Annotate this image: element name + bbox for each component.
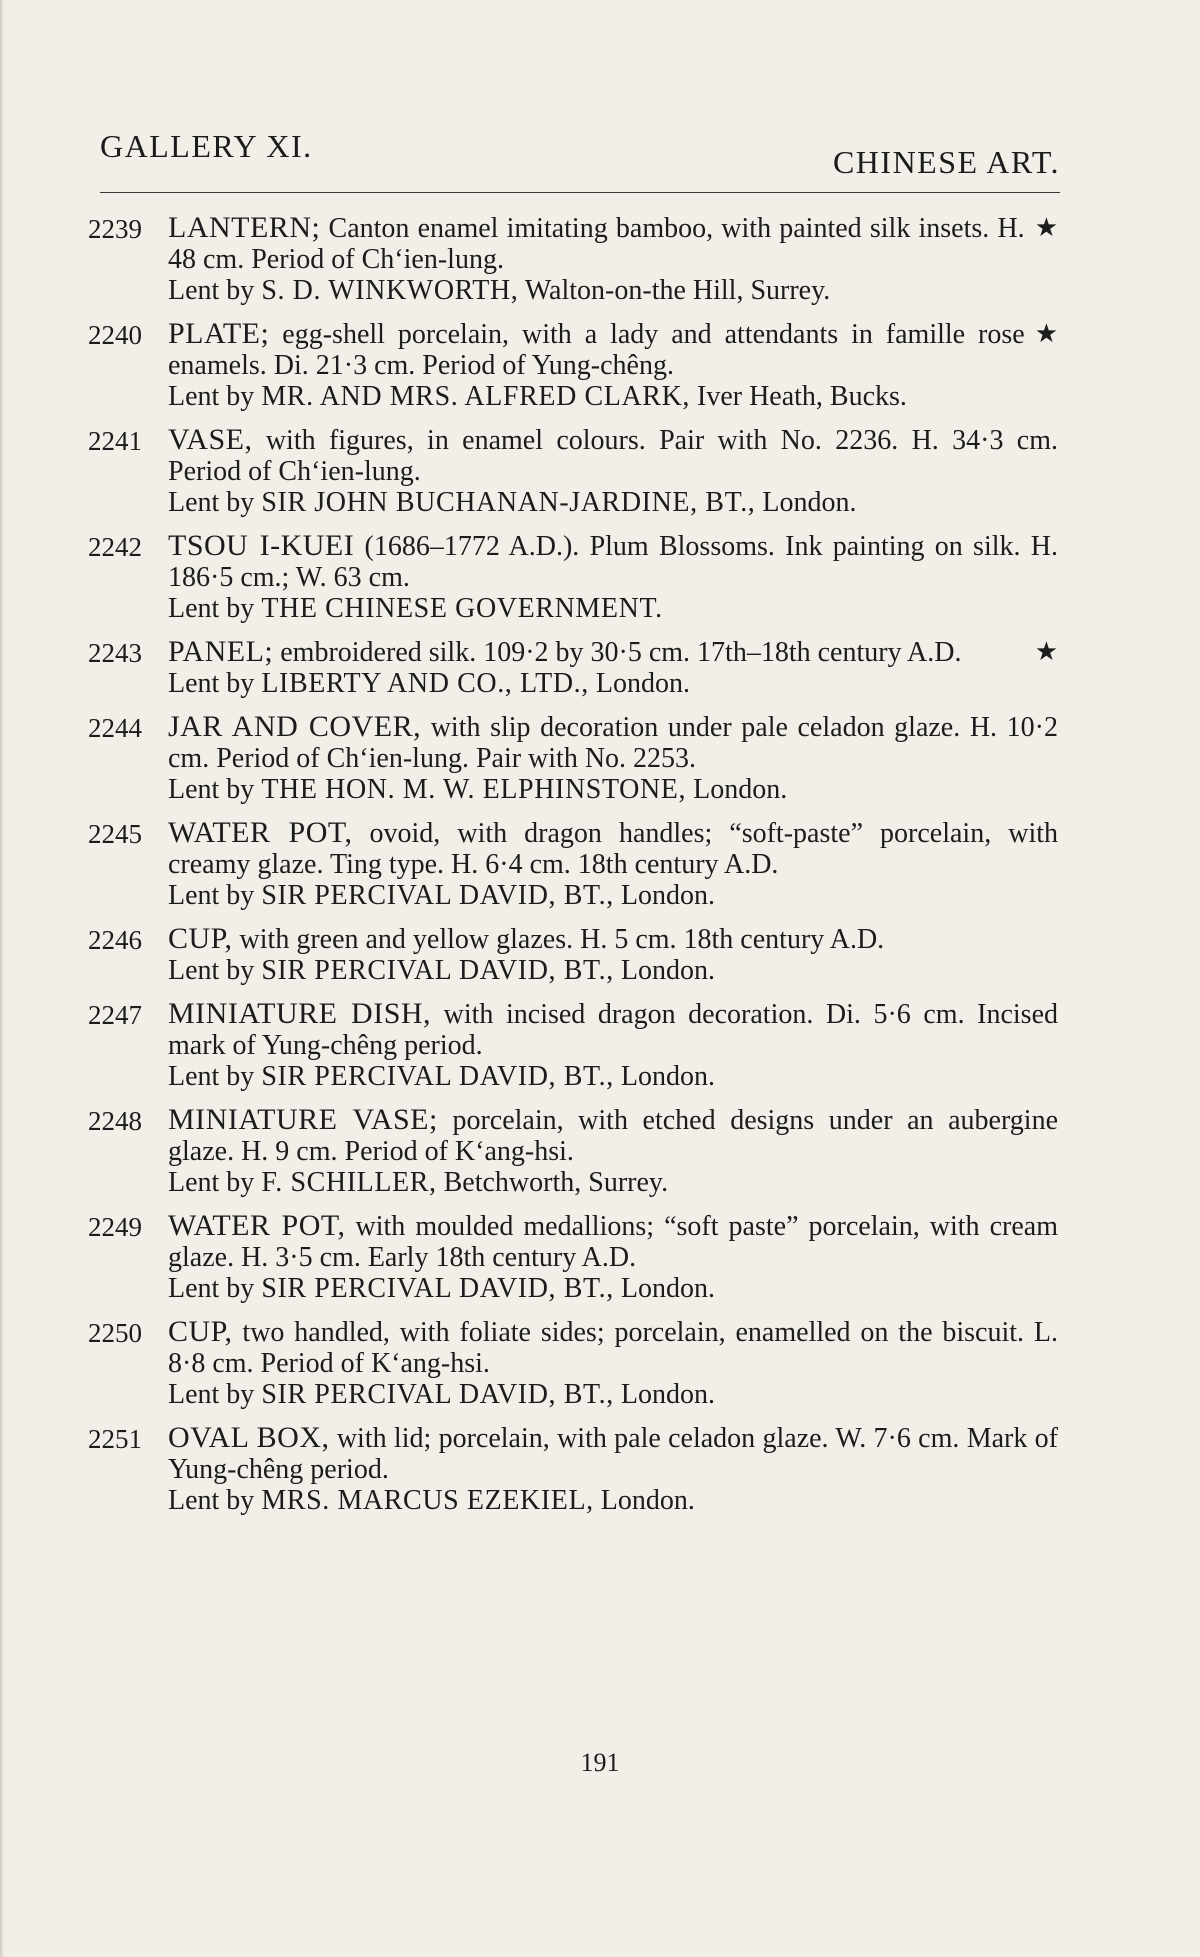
running-header — [100, 128, 1060, 188]
lender-line — [168, 774, 1058, 805]
entry-title: OVAL BOX, — [168, 1421, 330, 1454]
entry-number: 2246 — [88, 925, 142, 955]
lent-by-label: Lent by — [168, 487, 255, 518]
lender-line — [168, 1167, 1058, 1198]
entry-description-block — [168, 1210, 1058, 1273]
catalogue-entry — [88, 1316, 1058, 1410]
lender-location: Betchworth, Surrey. — [443, 1167, 669, 1198]
lender-location: London. — [620, 1273, 715, 1304]
catalogue-entry — [88, 711, 1058, 805]
lent-by-label: Lent by — [168, 774, 255, 805]
lent-by-label: Lent by — [168, 880, 255, 911]
lender-location: London. — [620, 880, 715, 911]
lender-line — [168, 1061, 1058, 1092]
lender-name: SIR JOHN BUCHANAN-JARDINE, BT., — [261, 487, 756, 518]
entry-description-block — [168, 817, 1058, 880]
lender-location: London. — [693, 774, 788, 805]
catalogue-entries — [88, 212, 1058, 1528]
header-rule — [100, 192, 1060, 193]
entry-description-block — [168, 318, 1058, 381]
lent-by-label: Lent by — [168, 1485, 255, 1516]
lender-name: F. SCHILLER, — [261, 1167, 437, 1198]
entry-description: with lid; porcelain, with pale celadon glaze. W. 7·6 cm. Mark of Yung-chêng period. — [168, 1423, 1058, 1485]
star-icon: ★ — [1034, 319, 1058, 348]
catalogue-entry — [88, 530, 1058, 624]
entry-description: embroidered silk. 109·2 by 30·5 cm. 17th–18th century A.D. — [280, 637, 962, 668]
lender-name: SIR PERCIVAL DAVID, BT., — [261, 1273, 614, 1304]
entry-title: WATER POT, — [168, 1209, 346, 1242]
lent-by-label: Lent by — [168, 275, 255, 306]
lender-line — [168, 593, 1058, 624]
entry-title: LANTERN; — [168, 211, 321, 244]
lent-by-label: Lent by — [168, 381, 255, 412]
lender-line — [168, 487, 1058, 518]
catalogue-entry — [88, 923, 1058, 986]
catalogue-entry — [88, 424, 1058, 518]
entry-title: MINIATURE DISH, — [168, 997, 432, 1030]
lender-name: MRS. MARCUS EZEKIEL, — [261, 1485, 594, 1516]
entry-title: CUP, — [168, 922, 233, 955]
star-icon: ★ — [1034, 213, 1058, 242]
entry-description: with moulded medallions; “soft paste” porcelain, with cream glaze. H. 3·5 cm. Early 18th century A.D. — [168, 1211, 1058, 1273]
entry-title: VASE, — [168, 423, 253, 456]
lender-line — [168, 275, 1058, 306]
entry-description: with green and yellow glazes. H. 5 cm. 18th century A.D. — [239, 924, 885, 955]
star-icon: ★ — [1034, 637, 1058, 666]
entry-number: 2247 — [88, 1000, 142, 1030]
lender-name: S. D. WINKWORTH, — [261, 275, 519, 306]
lender-name: LIBERTY AND CO., LTD., — [261, 668, 589, 699]
lent-by-label: Lent by — [168, 1061, 255, 1092]
entry-title: PANEL; — [168, 635, 274, 668]
lender-line — [168, 668, 1058, 699]
lender-name: THE HON. M. W. ELPHINSTONE, — [261, 774, 687, 805]
entry-title: WATER POT, — [168, 816, 353, 849]
entry-title: PLATE; — [168, 317, 270, 350]
page-number: 191 — [580, 1748, 620, 1777]
entry-description-block — [168, 1104, 1058, 1167]
lender-name: SIR PERCIVAL DAVID, BT., — [261, 880, 614, 911]
lender-line — [168, 1273, 1058, 1304]
catalogue-entry — [88, 817, 1058, 911]
lender-name: SIR PERCIVAL DAVID, BT., — [261, 955, 614, 986]
catalogue-entry — [88, 318, 1058, 412]
lent-by-label: Lent by — [168, 1167, 255, 1198]
entry-description: Canton enamel imitating bamboo, with painted silk insets. H. 48 cm. Period of Ch‘ien-lung. — [168, 213, 1025, 275]
catalogue-entry — [88, 212, 1058, 306]
entry-description-block — [168, 424, 1058, 487]
lender-line — [168, 1379, 1058, 1410]
lent-by-label: Lent by — [168, 955, 255, 986]
entry-description: with incised dragon decoration. Di. 5·6 cm. Incised mark of Yung-chêng period. — [168, 999, 1058, 1061]
entry-description: porcelain, with etched designs under an aubergine glaze. H. 9 cm. Period of K‘ang-hsi. — [168, 1105, 1058, 1167]
lender-name: MR. AND MRS. ALFRED CLARK, — [261, 381, 690, 412]
entry-description: (1686–1772 A.D.). Plum Blossoms. Ink painting on silk. H. 186·5 cm.; W. 63 cm. — [168, 531, 1058, 593]
lent-by-label: Lent by — [168, 668, 255, 699]
entry-number: 2241 — [88, 426, 142, 456]
entry-description-block — [168, 1316, 1058, 1379]
lender-name: SIR PERCIVAL DAVID, BT., — [261, 1061, 614, 1092]
entry-description: egg-shell porcelain, with a lady and attendants in famille rose enamels. Di. 21·3 cm. Period of Yung-chêng. — [168, 319, 1025, 381]
lender-location: Walton-on-the Hill, Surrey. — [524, 275, 831, 306]
lent-by-label: Lent by — [168, 593, 255, 624]
entry-number: 2239 — [88, 214, 142, 244]
catalogue-entry — [88, 1422, 1058, 1516]
entry-description-block — [168, 711, 1058, 774]
lender-name: SIR PERCIVAL DAVID, BT., — [261, 1379, 614, 1410]
lent-by-label: Lent by — [168, 1379, 255, 1410]
entry-number: 2250 — [88, 1318, 142, 1348]
entry-title: CUP, — [168, 1315, 233, 1348]
entry-title: TSOU I-KUEI — [168, 529, 355, 562]
entry-description-block — [168, 1422, 1058, 1485]
entry-number: 2245 — [88, 819, 142, 849]
section-heading: CHINESE ART. — [832, 144, 1060, 180]
entry-number: 2249 — [88, 1212, 142, 1242]
lender-location: London. — [595, 668, 690, 699]
lender-location: London. — [620, 1379, 715, 1410]
lender-location: London. — [600, 1485, 695, 1516]
entry-number: 2240 — [88, 320, 142, 350]
lender-location: London. — [762, 487, 857, 518]
entry-description-block — [168, 923, 1058, 955]
entry-description: with figures, in enamel colours. Pair with No. 2236. H. 34·3 cm. Period of Ch‘ien-lung. — [168, 425, 1059, 487]
gallery-heading: GALLERY XI. — [100, 128, 313, 164]
entry-number: 2244 — [88, 713, 142, 743]
entry-number: 2251 — [88, 1424, 142, 1454]
lender-line — [168, 880, 1058, 911]
lent-by-label: Lent by — [168, 1273, 255, 1304]
entry-description: two handled, with foliate sides; porcelain, enamelled on the biscuit. L. 8·8 cm. Period of K‘ang-hsi. — [168, 1317, 1058, 1379]
entry-description-block — [168, 636, 1058, 668]
entry-description-block — [168, 530, 1058, 593]
catalogue-entry — [88, 1104, 1058, 1198]
entry-description-block — [168, 212, 1058, 275]
lender-line — [168, 381, 1058, 412]
page-edge — [0, 0, 4, 1957]
catalogue-entry — [88, 998, 1058, 1092]
entry-description-block — [168, 998, 1058, 1061]
entry-number: 2248 — [88, 1106, 142, 1136]
catalogue-entry — [88, 1210, 1058, 1304]
lender-name: THE CHINESE GOVERNMENT. — [261, 593, 663, 624]
entry-title: MINIATURE VASE; — [168, 1103, 438, 1136]
entry-number: 2242 — [88, 532, 142, 562]
catalogue-entry — [88, 636, 1058, 699]
lender-location: London. — [620, 955, 715, 986]
entry-description: ovoid, with dragon handles; “soft-paste” porcelain, with creamy glaze. Ting type. H. 6·4 cm. 18th century A.D. — [168, 818, 1059, 880]
lender-line — [168, 955, 1058, 986]
lender-line — [168, 1485, 1058, 1516]
lender-location: London. — [620, 1061, 715, 1092]
entry-title: JAR AND COVER, — [168, 710, 422, 743]
entry-number: 2243 — [88, 638, 142, 668]
lender-location: Iver Heath, Bucks. — [697, 381, 907, 412]
entry-description: with slip decoration under pale celadon glaze. H. 10·2 cm. Period of Ch‘ien-lung. Pair with No. 2253. — [168, 712, 1058, 774]
